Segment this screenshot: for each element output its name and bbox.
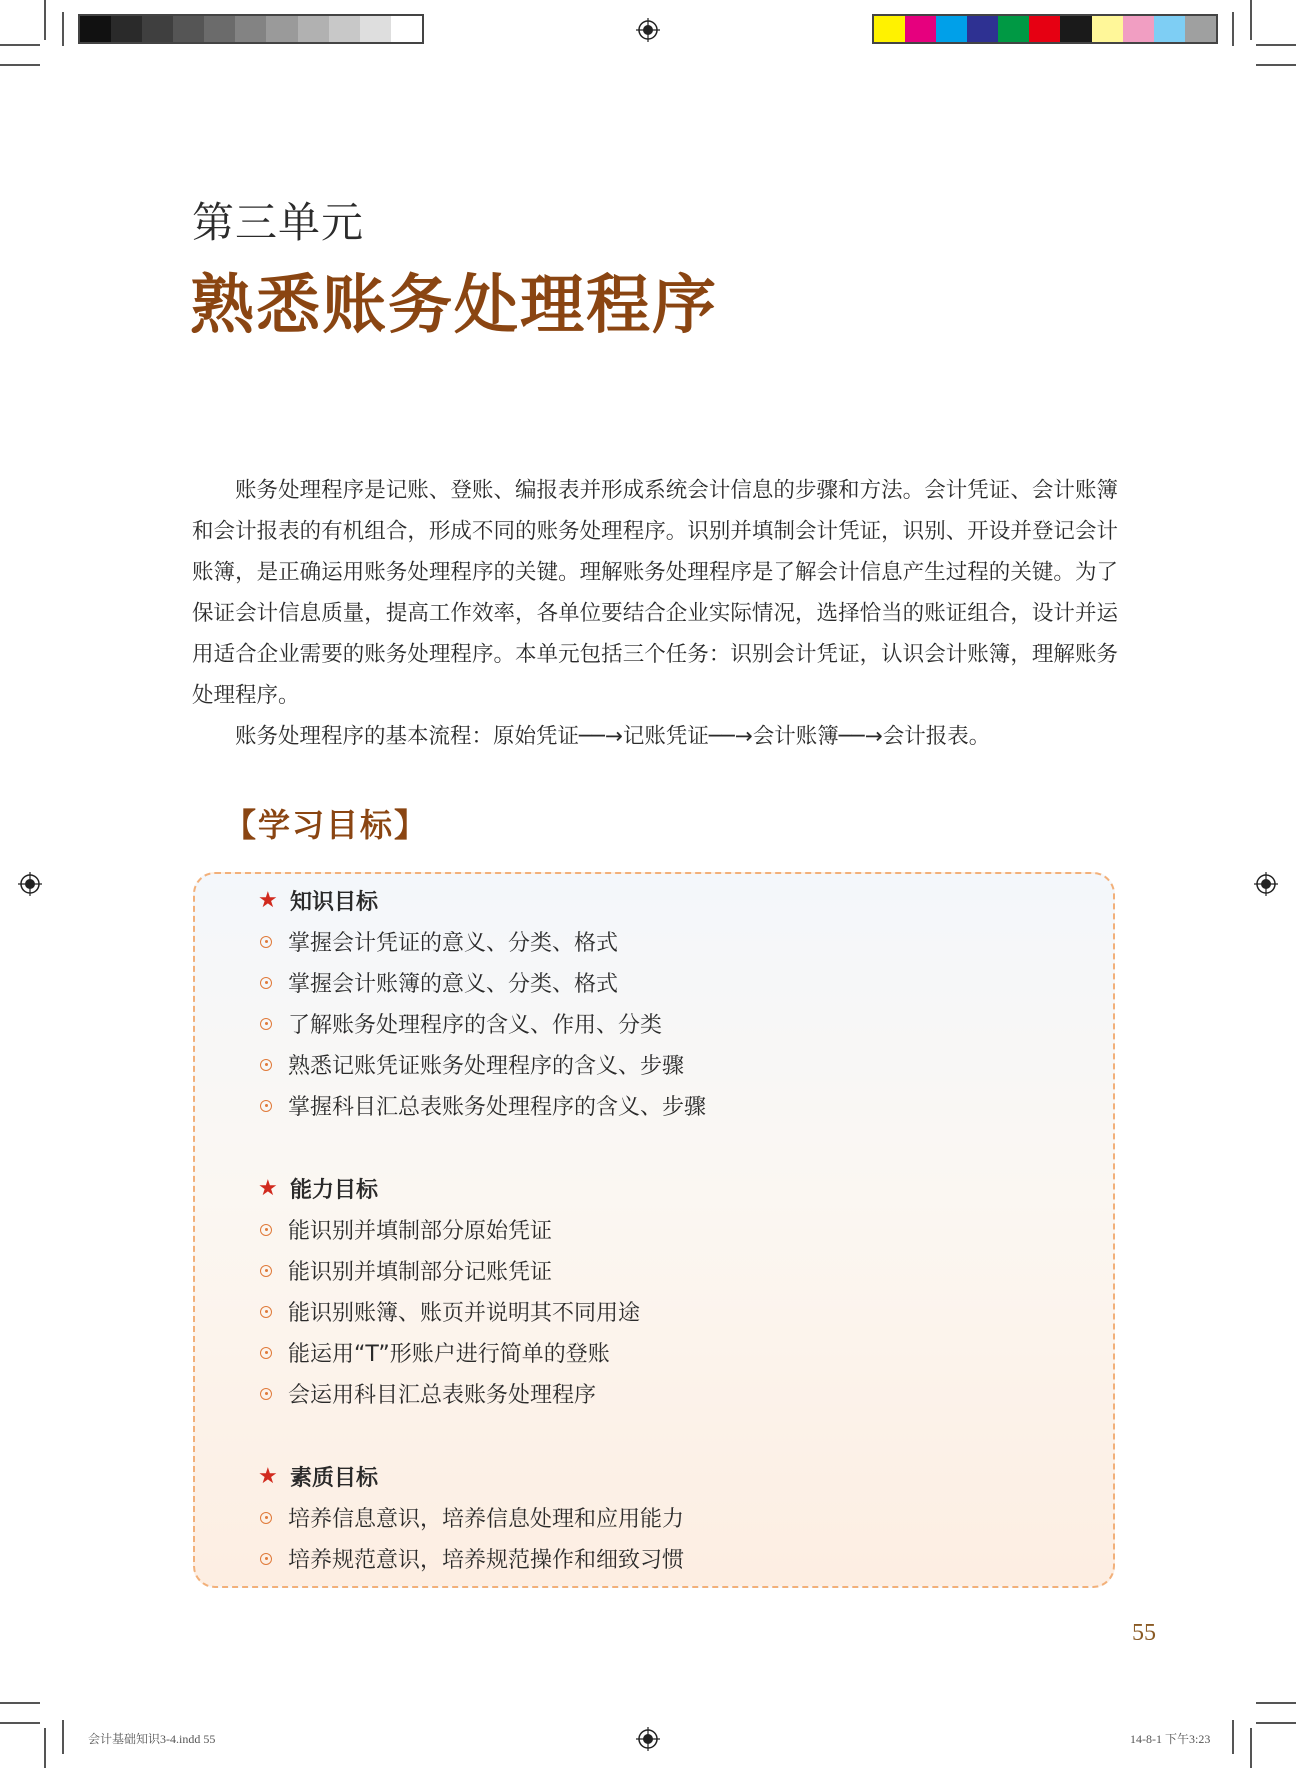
goal-item: 掌握科目汇总表账务处理程序的含义、步骤 [258, 1085, 706, 1126]
gray-swatch [329, 16, 360, 42]
goal-item: 培养信息意识，培养信息处理和应用能力 [258, 1497, 684, 1538]
crop-mark [0, 64, 40, 66]
color-swatch [936, 16, 967, 42]
goal-section-knowledge [258, 880, 706, 1126]
gray-swatch [235, 16, 266, 42]
goal-section-quality [258, 1456, 684, 1579]
color-swatch [1029, 16, 1060, 42]
circle-bullet-icon [260, 1306, 272, 1318]
crop-mark [1256, 1702, 1296, 1704]
flow-paragraph: 账务处理程序的基本流程：原始凭证──→记账凭证──→会计账簿──→会计报表。 [235, 724, 991, 749]
circle-bullet-icon [260, 936, 272, 948]
unit-label: 第三单元 [192, 198, 365, 247]
slug-right: 14-8-1 下午3:23 [1130, 1732, 1211, 1746]
crop-mark [0, 1722, 40, 1724]
gray-swatch [173, 16, 204, 42]
crop-mark [44, 0, 46, 40]
crop-mark [1256, 64, 1296, 66]
circle-bullet-icon [260, 977, 272, 989]
color-swatch [1154, 16, 1185, 42]
gray-swatch [298, 16, 329, 42]
intro-paragraph: 账务处理程序是记账、登账、编报表并形成系统会计信息的步骤和方法。会计凭证、会计账簿和会计报表的有机组合，形成不同的账务处理程序。识别并填制会计凭证，识别、开设并登记会计账簿，是正确运用账务处理程序的关键。理解账务处理程序是了解会计信息产生过程的关键。为了保证会计信息质量，提高工作效率，各单位要结合企业实际情况，选择恰当的账证组合，设计并运用适合企业需要的账务处理程序。本单元包括三个任务：识别会计凭证，认识会计账簿，理解账务处理程序。 [192, 478, 1118, 708]
registration-mark-icon [1254, 872, 1278, 896]
goal-item: 能运用“T”形账户进行简单的登账 [258, 1332, 640, 1373]
intro-text [192, 470, 1118, 757]
goal-section-title: ★ 知识目标 [258, 888, 379, 915]
circle-bullet-icon [260, 1265, 272, 1277]
gray-calibration-bar [78, 14, 424, 44]
goal-section-title: ★ 素质目标 [258, 1464, 379, 1491]
goals-heading: 【学习目标】 [224, 806, 429, 844]
circle-bullet-icon [260, 1059, 272, 1071]
circle-bullet-icon [260, 1553, 272, 1565]
gray-swatch [80, 16, 111, 42]
color-swatch [998, 16, 1029, 42]
color-swatch [1060, 16, 1091, 42]
registration-mark-icon [636, 1727, 660, 1751]
goal-item: 能识别并填制部分原始凭证 [258, 1209, 640, 1250]
slug-left: 会计基础知识3-4.indd 55 [88, 1732, 216, 1746]
goal-item: 会运用科目汇总表账务处理程序 [258, 1373, 640, 1414]
goal-item: 能识别账簿、账页并说明其不同用途 [258, 1291, 640, 1332]
unit-title: 熟悉账务处理程序 [190, 268, 718, 343]
crop-mark [44, 1728, 46, 1768]
goal-item: 了解账务处理程序的含义、作用、分类 [258, 1003, 706, 1044]
goal-section-title: ★ 能力目标 [258, 1176, 379, 1203]
color-swatch [1185, 16, 1216, 42]
crop-mark [1232, 1720, 1234, 1754]
circle-bullet-icon [260, 1347, 272, 1359]
color-calibration-bar [872, 14, 1218, 44]
crop-mark [0, 1702, 40, 1704]
gray-swatch [204, 16, 235, 42]
gray-swatch [111, 16, 142, 42]
star-icon: ★ [258, 1176, 278, 1201]
registration-mark-icon [636, 18, 660, 42]
circle-bullet-icon [260, 1512, 272, 1524]
star-icon: ★ [258, 888, 278, 913]
goal-item: 掌握会计账簿的意义、分类、格式 [258, 962, 706, 1003]
goal-section-ability [258, 1168, 640, 1414]
goal-item: 培养规范意识，培养规范操作和细致习惯 [258, 1538, 684, 1579]
crop-mark [0, 44, 40, 46]
color-swatch [967, 16, 998, 42]
color-swatch [1092, 16, 1123, 42]
crop-mark [1250, 1728, 1252, 1768]
crop-mark [1256, 44, 1296, 46]
circle-bullet-icon [260, 1388, 272, 1400]
page-number: 55 [1132, 1620, 1156, 1646]
gray-swatch [266, 16, 297, 42]
gray-swatch [391, 16, 422, 42]
color-swatch [1123, 16, 1154, 42]
crop-mark [1250, 0, 1252, 40]
star-icon: ★ [258, 1464, 278, 1489]
gray-swatch [360, 16, 391, 42]
crop-mark [62, 1720, 64, 1754]
color-swatch [905, 16, 936, 42]
gray-swatch [142, 16, 173, 42]
color-swatch [874, 16, 905, 42]
circle-bullet-icon [260, 1100, 272, 1112]
registration-mark-icon [18, 872, 42, 896]
circle-bullet-icon [260, 1224, 272, 1236]
goal-item: 掌握会计凭证的意义、分类、格式 [258, 921, 706, 962]
circle-bullet-icon [260, 1018, 272, 1030]
crop-mark [1232, 12, 1234, 46]
crop-mark [1256, 1722, 1296, 1724]
crop-mark [62, 12, 64, 46]
goal-item: 熟悉记账凭证账务处理程序的含义、步骤 [258, 1044, 706, 1085]
goal-item: 能识别并填制部分记账凭证 [258, 1250, 640, 1291]
